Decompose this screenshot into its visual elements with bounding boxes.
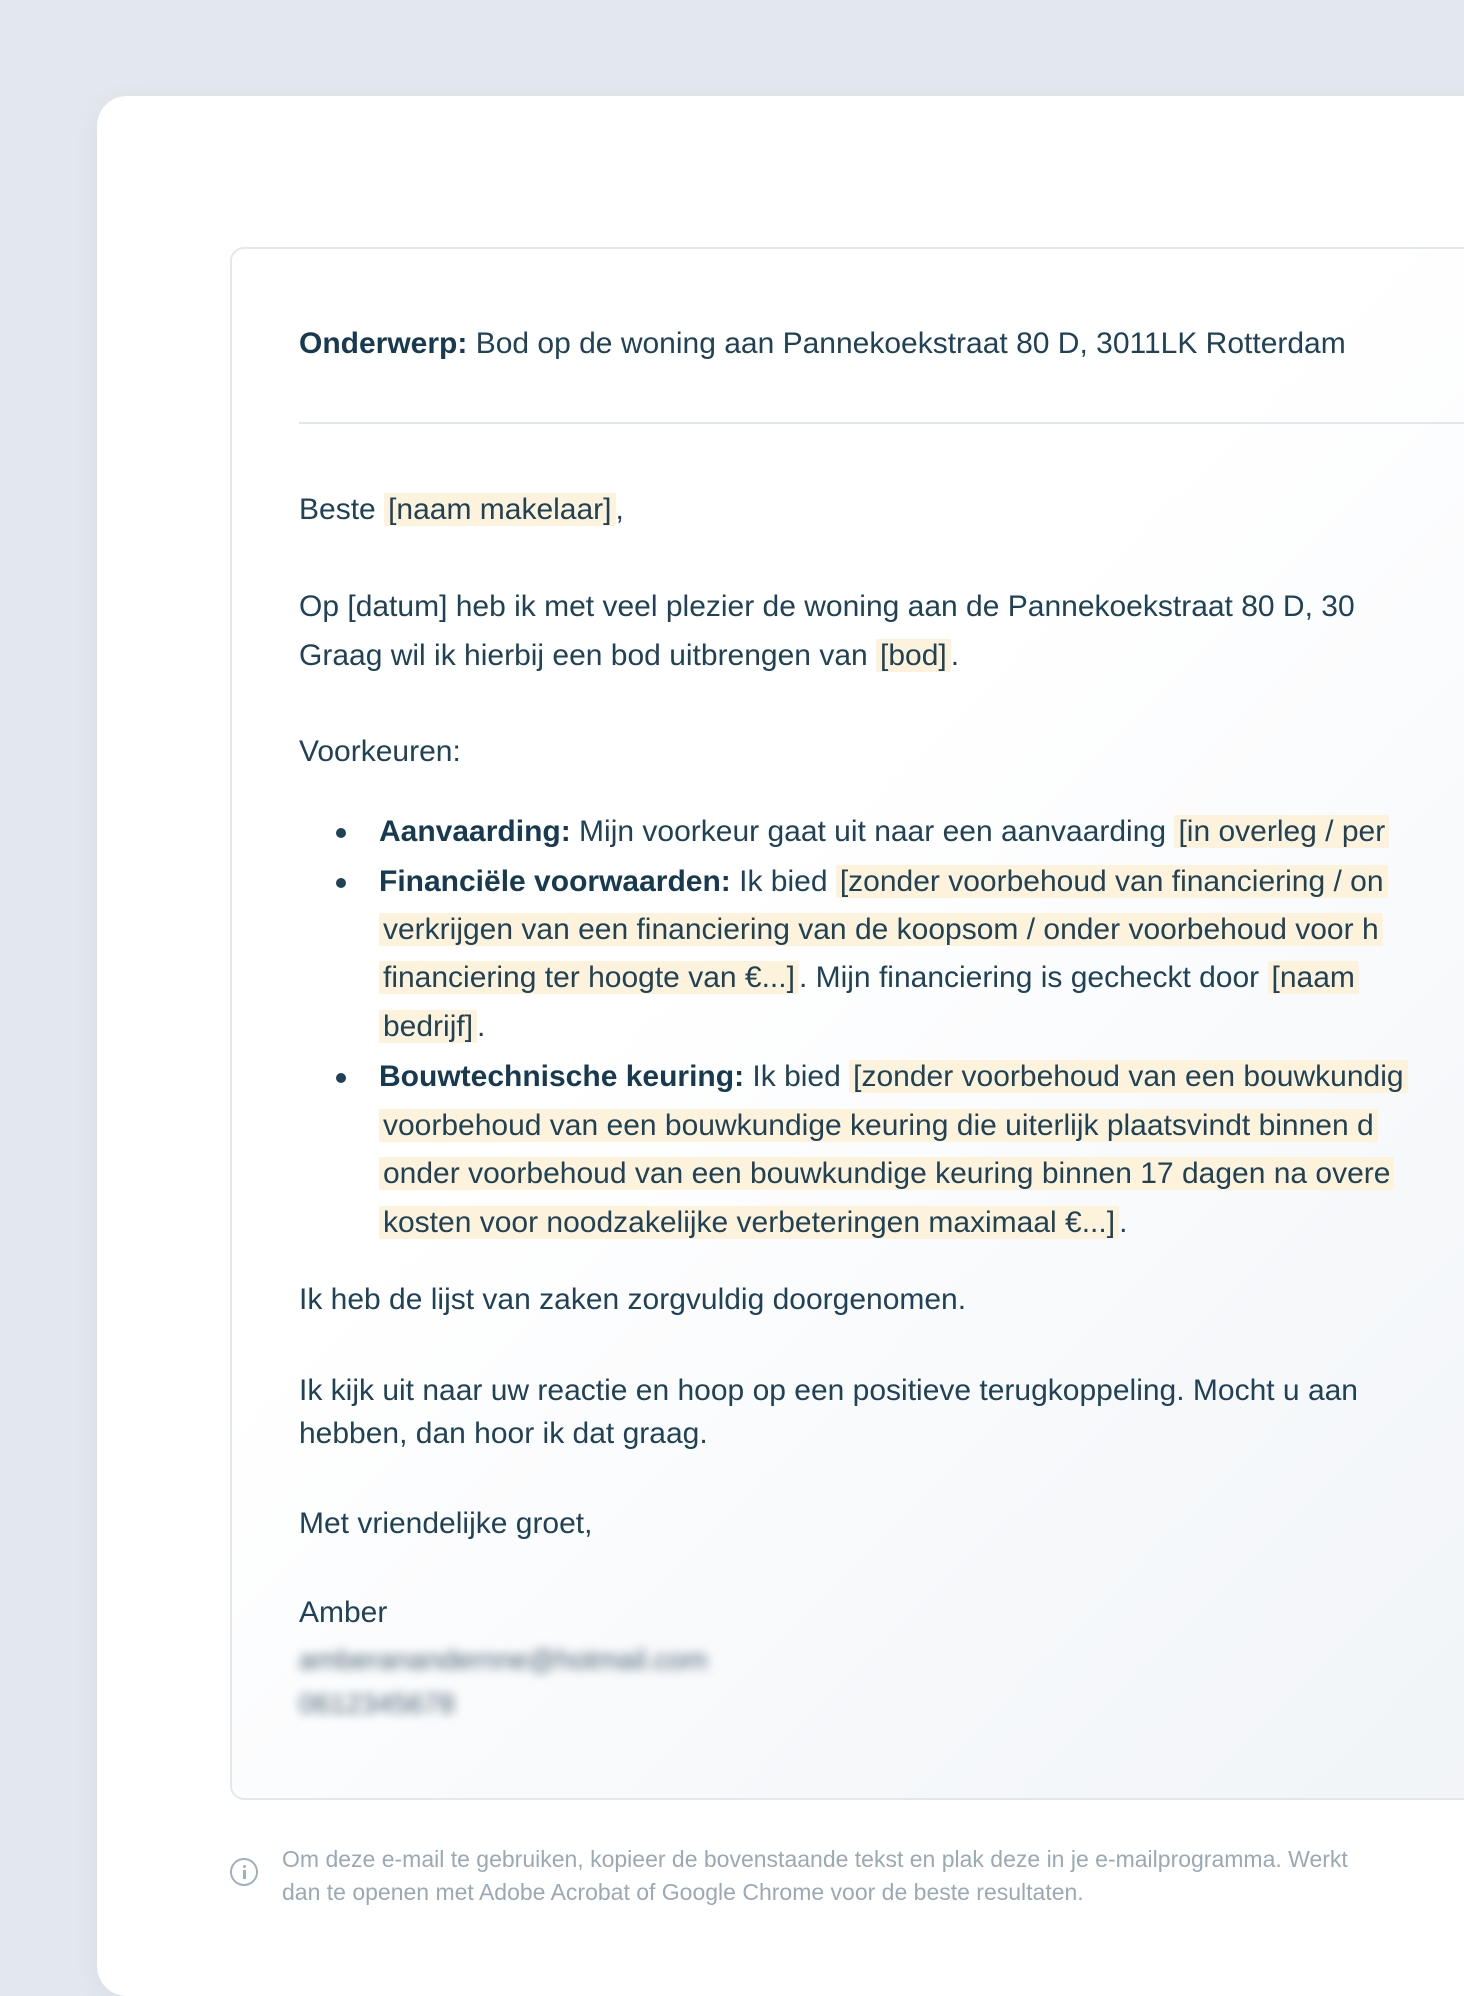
greeting-prefix: Beste bbox=[299, 493, 385, 526]
bullet-text: . bbox=[1119, 1206, 1128, 1239]
subject-label: Onderwerp: bbox=[299, 327, 468, 360]
bullet-dot bbox=[336, 878, 346, 888]
placeholder-keuring: voorbehoud van een bouwkundige keuring die uiterlijk plaatsvindt binnen d bbox=[379, 1109, 1378, 1142]
closing-line-1: Ik kijk uit naar uw reactie en hoop op een positieve terugkoppeling. Mocht u aan bbox=[299, 1374, 1358, 1407]
placeholder-bod: [bod] bbox=[876, 639, 951, 672]
subject-divider bbox=[299, 422, 1464, 424]
placeholder-financiering: verkrijgen van een financiering van de koopsom / onder voorbehoud voor h bbox=[379, 913, 1383, 946]
bullet-keuring-line-3 bbox=[379, 1150, 1394, 1198]
bullet-financieel-line-1 bbox=[379, 858, 1388, 906]
greeting-line bbox=[299, 486, 624, 534]
bullet-keuring-line-2 bbox=[379, 1102, 1378, 1150]
bullet-label: Bouwtechnische keuring: bbox=[379, 1060, 745, 1093]
bullet-keuring-line-1 bbox=[379, 1053, 1408, 1101]
placeholder-naam-makelaar: [naam makelaar] bbox=[384, 493, 615, 526]
signature-name: Amber bbox=[299, 1596, 388, 1629]
info-icon bbox=[230, 1858, 258, 1886]
signature-email-blurred: amberanandernne@hotmail.com bbox=[299, 1644, 708, 1675]
bullet-text: Ik bied bbox=[730, 865, 836, 898]
placeholder-naam-bedrijf: bedrijf] bbox=[379, 1010, 477, 1043]
bullet-financieel-line-3 bbox=[379, 954, 1359, 1002]
preferences-heading: Voorkeuren: bbox=[299, 735, 461, 768]
placeholder-keuring: kosten voor noodzakelijke verbeteringen maximaal €...] bbox=[379, 1206, 1119, 1239]
bullet-label: Financiële voorwaarden: bbox=[379, 865, 731, 898]
intro-line-2 bbox=[299, 632, 959, 680]
placeholder-keuring: onder voorbehoud van een bouwkundige keuring binnen 17 dagen na overe bbox=[379, 1157, 1394, 1190]
bullet-text: Mijn voorkeur gaat uit naar een aanvaarding bbox=[570, 815, 1175, 848]
info-text bbox=[282, 1843, 1348, 1909]
bullet-keuring-line-4 bbox=[379, 1199, 1127, 1247]
bullet-aanvaarding bbox=[379, 808, 1389, 856]
bullet-dot bbox=[336, 828, 346, 838]
bullet-text: Ik bied bbox=[744, 1060, 850, 1093]
intro-text: Graag wil ik hierbij een bod uitbrengen van bbox=[299, 639, 877, 672]
closing-line-2: hebben, dan hoor ik dat graag. bbox=[299, 1417, 708, 1450]
email-subject bbox=[299, 322, 1346, 366]
bullet-text: . Mijn financiering is gecheckt door bbox=[798, 961, 1268, 994]
info-text-line-1: Om deze e-mail te gebruiken, kopieer de bovenstaande tekst en plak deze in je e-mailprogramma. Werkt bbox=[282, 1846, 1348, 1872]
placeholder-aanvaarding: [in overleg / per bbox=[1174, 815, 1389, 848]
placeholder-financiering: [zonder voorbehoud van financiering / on bbox=[836, 865, 1388, 898]
signature-phone-blurred: 0612345678 bbox=[299, 1688, 455, 1719]
placeholder-naam-bedrijf: [naam bbox=[1268, 961, 1359, 994]
signoff: Met vriendelijke groet, bbox=[299, 1507, 593, 1540]
intro-line-1: Op [datum] heb ik met veel plezier de woning aan de Pannekoekstraat 80 D, 30 bbox=[299, 590, 1355, 623]
bullet-financieel-line-4 bbox=[379, 1003, 485, 1051]
intro-suffix: . bbox=[950, 639, 960, 672]
greeting-suffix: , bbox=[615, 493, 624, 526]
placeholder-financiering: financiering ter hoogte van €...] bbox=[379, 961, 799, 994]
list-line: Ik heb de lijst van zaken zorgvuldig doorgenomen. bbox=[299, 1283, 967, 1316]
subject-text: Bod op de woning aan Pannekoekstraat 80 D, 3011LK Rotterdam bbox=[467, 327, 1346, 360]
info-text-line-2: dan te openen met Adobe Acrobat of Google Chrome voor de beste resultaten. bbox=[282, 1879, 1084, 1905]
bullet-label: Aanvaarding: bbox=[379, 815, 571, 848]
bullet-text: . bbox=[477, 1010, 486, 1043]
bullet-financieel-line-2 bbox=[379, 906, 1383, 954]
placeholder-keuring: [zonder voorbehoud van een bouwkundig bbox=[849, 1060, 1407, 1093]
bullet-dot bbox=[336, 1073, 346, 1083]
